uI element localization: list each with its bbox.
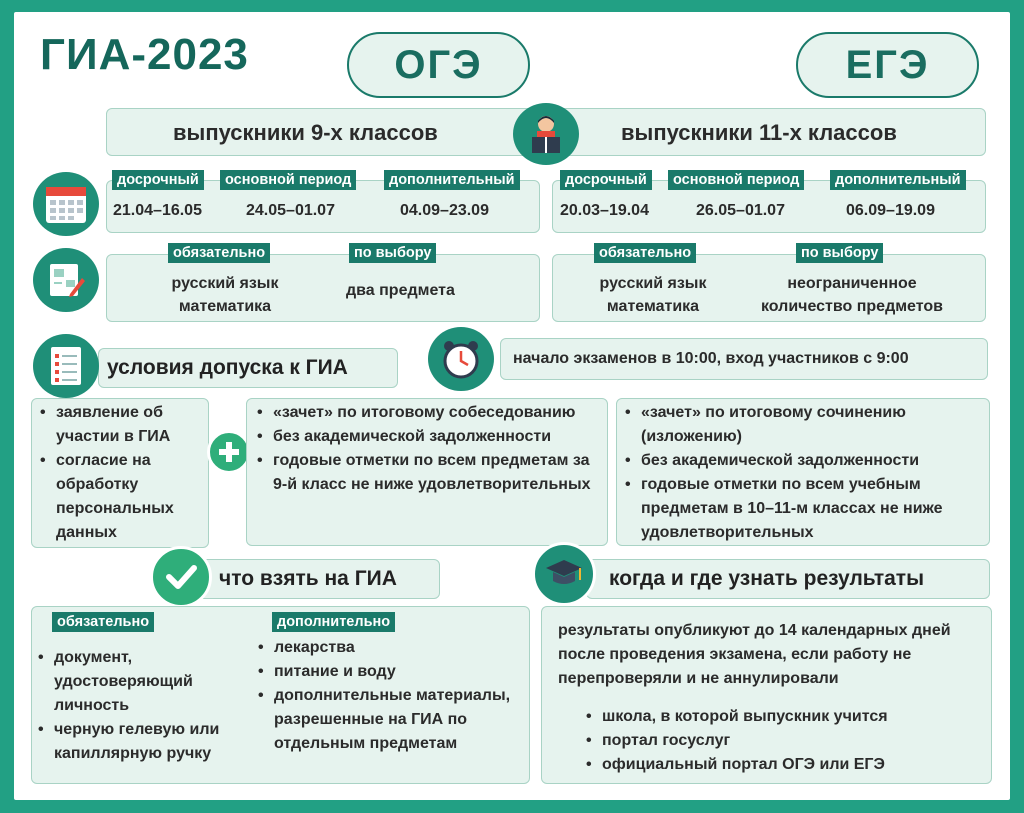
ege-choice-line1: неограниченное — [787, 275, 917, 292]
ege-period-dates-extra: 06.09–19.09 — [846, 202, 935, 219]
oge-period-dates-extra: 04.09–23.09 — [400, 202, 489, 219]
ege-required-line1: русский язык — [599, 275, 707, 292]
admission-ege-box — [616, 398, 990, 546]
results-where-item: • портал госуслуг — [578, 729, 978, 753]
admission-oge-item: • без академической задолженности — [249, 425, 607, 449]
results-text: результаты опубликуют до 14 календарных дней после проведения экзамена, если работу не перепроверяли и не аннулировали — [558, 622, 951, 687]
admission-common-item: • заявление об участии в ГИА — [32, 401, 208, 449]
oge-required-subjects — [150, 272, 300, 318]
page-title: ГИА-2023 — [40, 30, 249, 79]
bring-required-tag: обязательно — [52, 612, 154, 632]
admission-oge-box — [246, 398, 608, 546]
exam-start-info: начало экзаменов в 10:00, вход участников с 9:00 — [500, 338, 988, 380]
ege-required-tag: обязательно — [594, 243, 696, 263]
admission-common-box — [31, 398, 209, 548]
bring-header — [196, 559, 440, 599]
checklist-icon — [33, 334, 99, 398]
bring-required-item: • черную гелевую или капиллярную ручку — [30, 718, 236, 766]
oge-graduates: выпускники 9-х классов — [173, 120, 438, 145]
oge-required-line1: русский язык — [171, 275, 279, 292]
ege-required-subjects — [578, 272, 728, 318]
oge-required-tag: обязательно — [168, 243, 270, 263]
admission-oge-item: • годовые отметки по всем предметам за 9-й класс не ниже удовлетворительных — [249, 449, 607, 497]
bring-extra-tag: дополнительно — [272, 612, 395, 632]
student-icon — [513, 103, 579, 165]
graduation-cap-icon — [532, 542, 596, 606]
ege-period-label-early: досрочный — [560, 170, 652, 190]
oge-choice-tag: по выбору — [349, 243, 436, 263]
alarm-clock-icon — [428, 327, 494, 391]
bring-required-item: • документ, удостоверяющий личность — [30, 646, 236, 718]
oge-required-line2: математика — [178, 298, 272, 315]
ege-period-label-extra: дополнительный — [830, 170, 966, 190]
oge-period-label-early: досрочный — [112, 170, 204, 190]
oge-period-label-main: основной период — [220, 170, 356, 190]
oge-pill: ОГЭ — [347, 32, 530, 98]
results-title: когда и где узнать результаты — [609, 567, 925, 590]
ege-period-dates-early: 20.03–19.04 — [560, 202, 649, 219]
oge-choice-text: два предмета — [346, 282, 455, 299]
bring-title: что взять на ГИА — [219, 567, 397, 590]
admission-title: условия допуска к ГИА — [107, 356, 348, 379]
admission-header — [98, 348, 398, 388]
admission-ege-item: • «зачет» по итоговому сочинению (изложению) — [617, 401, 989, 449]
bring-extra-item: • лекарства — [250, 636, 526, 660]
ege-period-dates-main: 26.05–01.07 — [696, 202, 785, 219]
ege-required-line2: математика — [606, 298, 700, 315]
admission-ege-item: • годовые отметки по всем учебным предметам в 10–11-м классах не ниже удовлетворительных — [617, 473, 989, 545]
admission-oge-item: • «зачет» по итоговому собеседованию — [249, 401, 607, 425]
admission-common-item: • согласие на обработку персональных данных — [32, 449, 208, 545]
oge-period-dates-main: 24.05–01.07 — [246, 202, 335, 219]
oge-period-dates-early: 21.04–16.05 — [113, 202, 202, 219]
results-where-item: • официальный портал ОГЭ или ЕГЭ — [578, 753, 978, 777]
admission-ege-item: • без академической задолженности — [617, 449, 989, 473]
bring-extra-item: • питание и воду — [250, 660, 526, 684]
ege-choice-line2: количество предметов — [761, 298, 943, 315]
plus-icon — [207, 430, 251, 474]
document-edit-icon — [33, 248, 99, 312]
ege-period-label-main: основной период — [668, 170, 804, 190]
ege-graduates: выпускники 11-х классов — [621, 120, 897, 145]
results-where-item: • школа, в которой выпускник учится — [578, 705, 978, 729]
ege-pill: ЕГЭ — [796, 32, 979, 98]
calendar-icon — [33, 172, 99, 236]
results-header — [586, 559, 990, 599]
ege-choice-tag: по выбору — [796, 243, 883, 263]
ege-choice-text — [738, 272, 966, 318]
bring-extra-item: • дополнительные материалы, разрешенные на ГИА по отдельным предметам — [250, 684, 526, 756]
results-box — [541, 606, 992, 784]
checkmark-icon — [150, 546, 212, 608]
oge-period-label-extra: дополнительный — [384, 170, 520, 190]
